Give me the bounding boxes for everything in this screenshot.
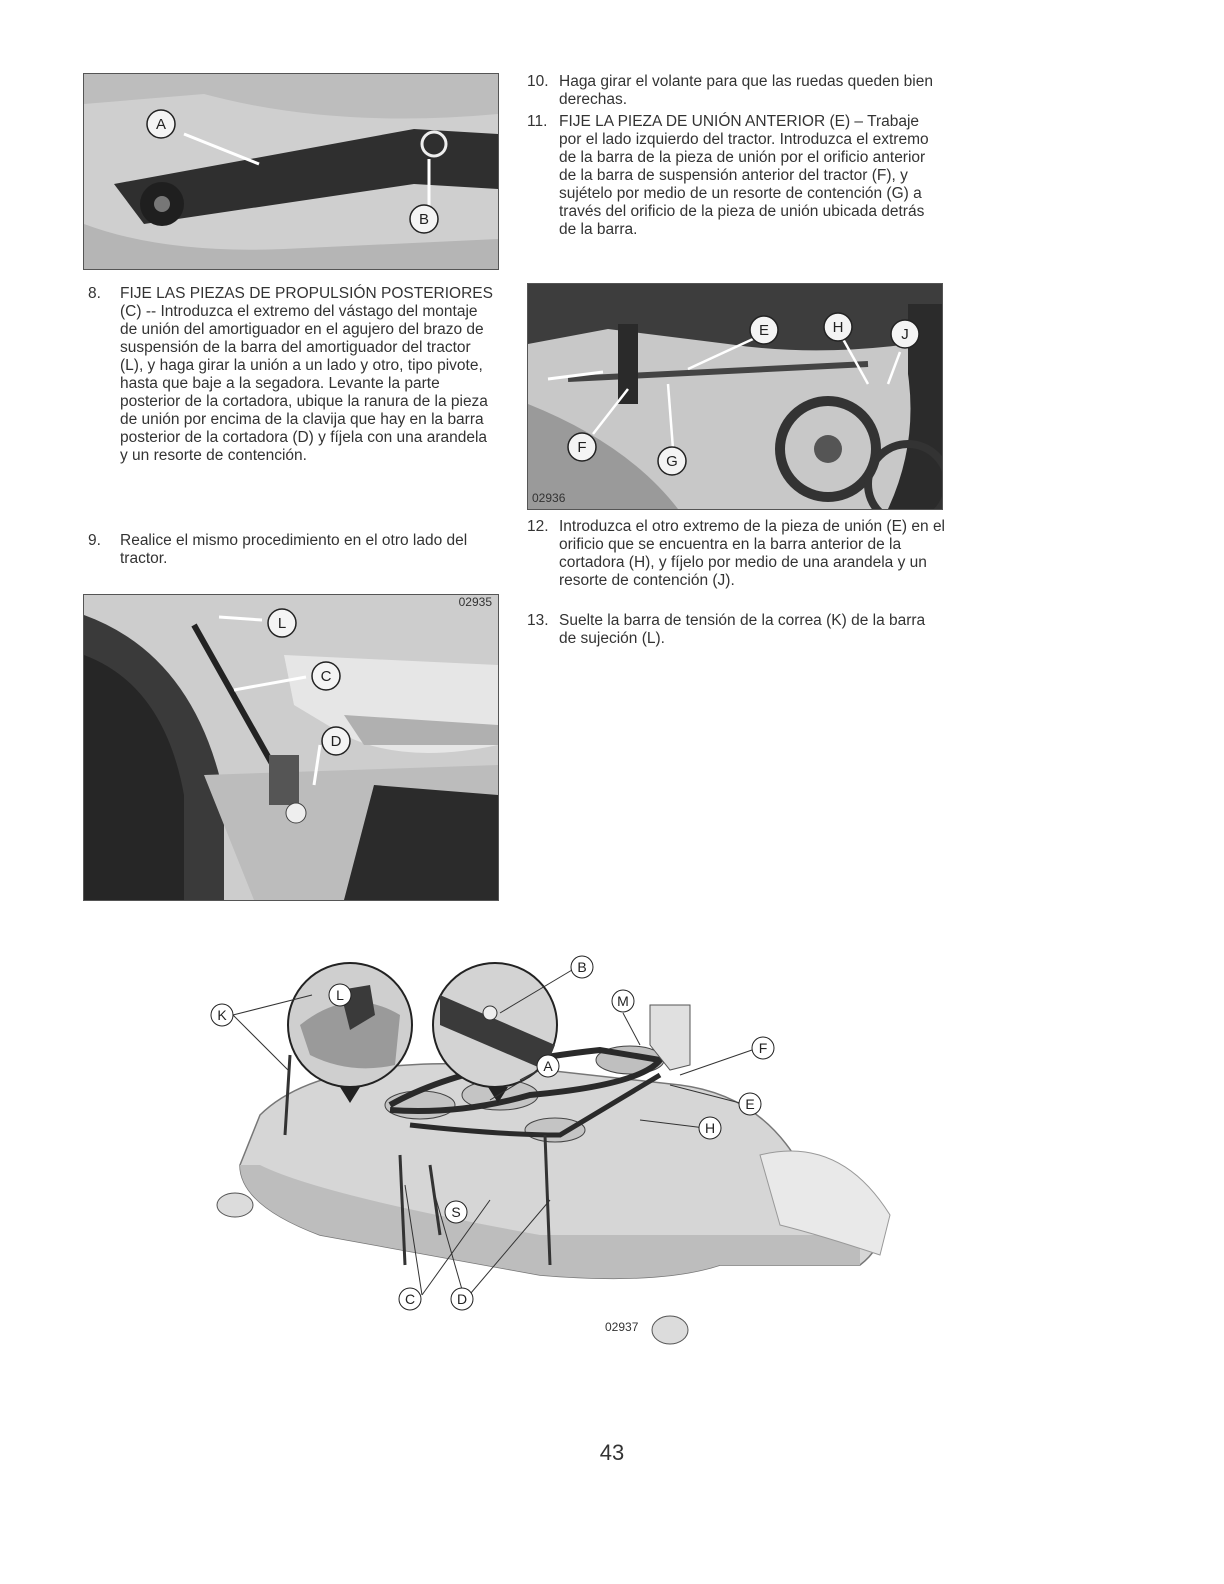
callout-h: H: [832, 319, 844, 336]
step-12: [527, 518, 945, 608]
step-11: [527, 113, 945, 273]
callout-c: C: [320, 668, 332, 685]
callout-g: G: [666, 453, 678, 470]
photo-code: 02936: [532, 491, 566, 505]
step-number: 10.: [527, 73, 549, 90]
callout-e: E: [758, 322, 770, 339]
photo-top-left-graphic: [84, 74, 498, 269]
step-number: 13.: [527, 612, 549, 629]
step-text: Introduzca el otro extremo de la pieza de unión (E) en el orificio que se encuentra en la barra anterior de la cortadora (H), y fíjelo por medio de una arandela y un resorte de contención (J).: [559, 518, 946, 589]
diagram-callout-b: [571, 956, 593, 978]
step-number: 12.: [527, 518, 549, 535]
photo-top-left: [83, 73, 499, 270]
step-10: [527, 73, 945, 113]
svg-text:B: B: [577, 959, 587, 975]
photo-right: [527, 283, 943, 510]
svg-text:D: D: [456, 1291, 468, 1307]
step-text: Haga girar el volante para que las ruedas queden bien derechas.: [559, 73, 933, 108]
step-text: FIJE LA PIEZA DE UNIÓN ANTERIOR (E) – Trabaje por el lado izquierdo del tractor. Introduzca el extremo de la barra de la pieza de unión por el orificio anterior de la barra de suspensión anterior del tractor (F), y sujételo por medio de un resorte de contención (G) a través del orificio de la pieza de unión ubicada detrás de la barra.: [559, 113, 929, 238]
diagram-callout-l: [329, 984, 351, 1006]
callout-a: A: [155, 116, 167, 133]
diagram-callout-m: [612, 990, 634, 1012]
svg-text:F: F: [758, 1040, 768, 1056]
svg-text:S: S: [451, 1204, 461, 1220]
callout-f: F: [577, 439, 587, 456]
step-text: Realice el mismo procedimiento en el otro lado del tractor.: [120, 532, 468, 567]
step-text: FIJE LAS PIEZAS DE PROPULSIÓN POSTERIORES (C) -- Introduzca el extremo del vástago del montaje de unión del amortiguador en el agujero del brazo de suspensión de la barra del amortiguador del tractor (L), y haga girar la unión a un lado y otro, tipo pivote, hasta que baje a la segadora. Levante la parte posterior de la cortadora, ubique la ranura de la pieza de unión por encima de la clavija que hay en la barra posterior de la cortadora (D) y fíjela con una arandela y un resorte de contención.: [120, 285, 493, 464]
page-number: 43: [599, 1440, 625, 1465]
diagram-callout-e: [739, 1093, 761, 1115]
diagram-callout-f: [752, 1037, 774, 1059]
svg-text:L: L: [336, 987, 344, 1003]
diagram-code: 02937: [605, 1320, 639, 1334]
step-number: 9.: [88, 532, 101, 549]
diagram-callout-c: [399, 1288, 421, 1310]
step-number: 8.: [88, 285, 101, 302]
callout-j: J: [901, 326, 909, 343]
svg-text:C: C: [404, 1291, 416, 1307]
photo-mid-left-graphic: [84, 595, 498, 900]
svg-text:E: E: [745, 1096, 755, 1112]
step-9: [88, 532, 498, 572]
diagram-callout-s: [445, 1201, 467, 1223]
mower-deck-diagram: [200, 935, 900, 1365]
diagram-callout-d: [451, 1288, 473, 1310]
photo-right-graphic: [528, 284, 942, 509]
photo-mid-left: [83, 594, 499, 901]
photo-code: 02935: [458, 595, 492, 609]
diagram-callout-a: [537, 1055, 559, 1077]
callout-b: B: [418, 211, 430, 228]
svg-text:M: M: [617, 993, 629, 1009]
mower-deck-graphic: [200, 935, 900, 1365]
step-8: [88, 285, 498, 525]
callout-l: L: [277, 615, 287, 632]
diagram-callout-k: [211, 1004, 233, 1026]
svg-text:A: A: [543, 1058, 553, 1074]
step-number: 11.: [527, 113, 548, 130]
step-text: Suelte la barra de tensión de la correa (K) de la barra de sujeción (L).: [559, 612, 926, 647]
svg-text:K: K: [217, 1007, 227, 1023]
step-13: [527, 612, 945, 652]
svg-text:H: H: [704, 1120, 716, 1136]
diagram-callout-h: [699, 1117, 721, 1139]
callout-d: D: [330, 733, 342, 750]
